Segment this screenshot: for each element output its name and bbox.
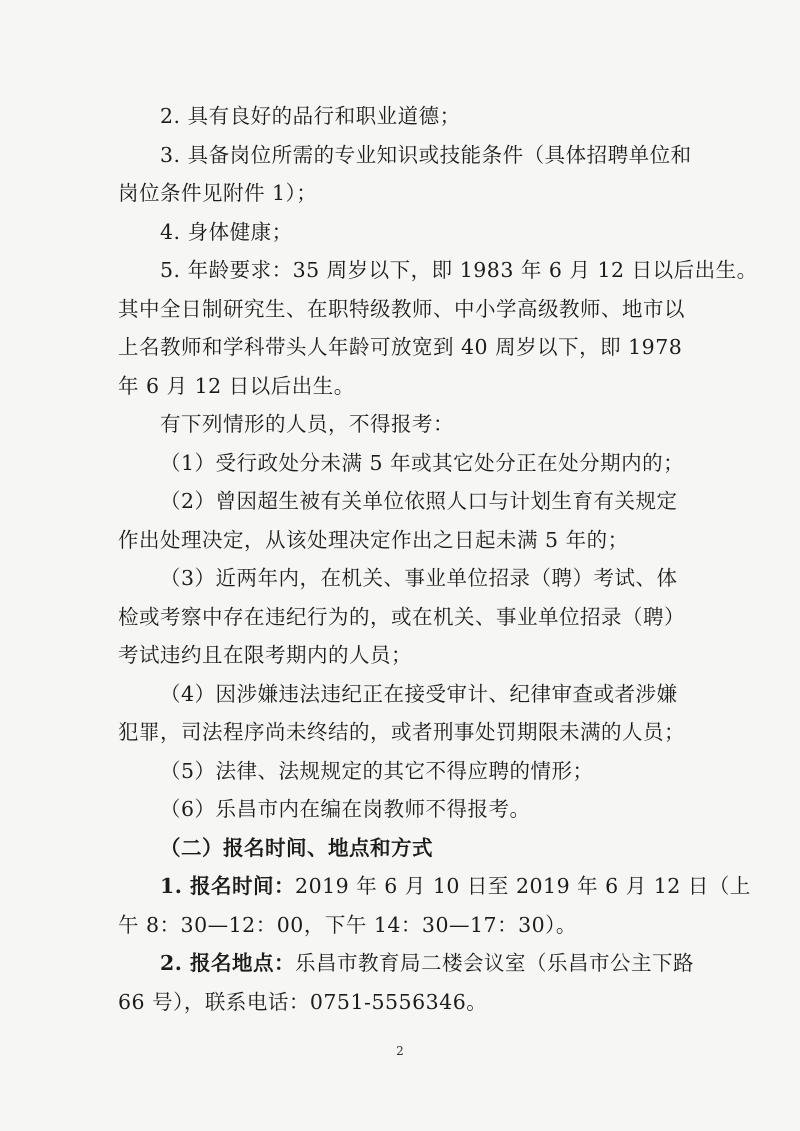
registration-place-value: 乐昌市教育局二楼会议室（乐昌市公主下路 bbox=[295, 951, 695, 975]
paragraph-line: （3）近两年内，在机关、事业单位招录（聘）考试、体 bbox=[160, 566, 678, 590]
registration-time-value: 2019 年 6 月 10 日至 2019 年 6 月 12 日（上 bbox=[295, 874, 751, 898]
paragraph-line: 上名教师和学科带头人年龄可放宽到 40 周岁以下，即 1978 bbox=[118, 335, 683, 359]
paragraph-line bbox=[118, 867, 751, 906]
paragraph-line: 午 8：30—12：00，下午 14：30—17：30）。 bbox=[118, 912, 577, 937]
paragraph-line: （2）曾因超生被有关单位依照人口与计划生育有关规定 bbox=[160, 489, 678, 513]
paragraph-line: 考试违约且在限考期内的人员； bbox=[118, 643, 412, 667]
paragraph-line: 3. 具备岗位所需的专业知识或技能条件（具体招聘单位和 bbox=[160, 142, 692, 167]
paragraph-line: 年 6 月 12 日以后出生。 bbox=[118, 373, 355, 398]
paragraph-line: （5）法律、法规规定的其它不得应聘的情形； bbox=[160, 758, 594, 783]
paragraph-line: 66 号），联系电话：0751-5556346。 bbox=[118, 989, 488, 1014]
paragraph-line: 5. 年龄要求：35 周岁以下，即 1983 年 6 月 12 日以后出生。 bbox=[160, 258, 758, 282]
paragraph-line: （6）乐昌市内在编在岗教师不得报考。 bbox=[160, 797, 531, 821]
paragraph-line: 2. 具有良好的品行和职业道德； bbox=[160, 104, 461, 128]
page-number: 2 bbox=[396, 1044, 404, 1058]
paragraph-line: 岗位条件见附件 1）； bbox=[118, 181, 318, 205]
paragraph-line: 犯罪，司法程序尚未终结的，或者刑事处罚期限未满的人员； bbox=[118, 720, 685, 744]
paragraph-line: 检或考察中存在违纪行为的，或在机关、事业单位招录（聘） bbox=[118, 604, 685, 629]
paragraph-line: 4. 身体健康； bbox=[160, 219, 293, 244]
paragraph-line: （4）因涉嫌违法违纪正在接受审计、纪律审查或者涉嫌 bbox=[160, 681, 678, 706]
paragraph-line: （1）受行政处分未满 5 年或其它处分正在处分期内的； bbox=[160, 450, 685, 475]
section-heading: （二）报名时间、地点和方式 bbox=[160, 835, 433, 860]
registration-time-label: 1. 报名时间： bbox=[160, 874, 296, 898]
paragraph-line: 作出处理决定，从该处理决定作出之日起未满 5 年的； bbox=[118, 527, 629, 552]
paragraph-line bbox=[118, 944, 700, 983]
registration-place-label: 2. 报名地点： bbox=[160, 951, 296, 975]
document-body bbox=[118, 97, 758, 1021]
paragraph-line: 其中全日制研究生、在职特级教师、中小学高级教师、地市以 bbox=[118, 296, 685, 321]
paragraph-line: 有下列情形的人员，不得报考： bbox=[160, 412, 454, 436]
